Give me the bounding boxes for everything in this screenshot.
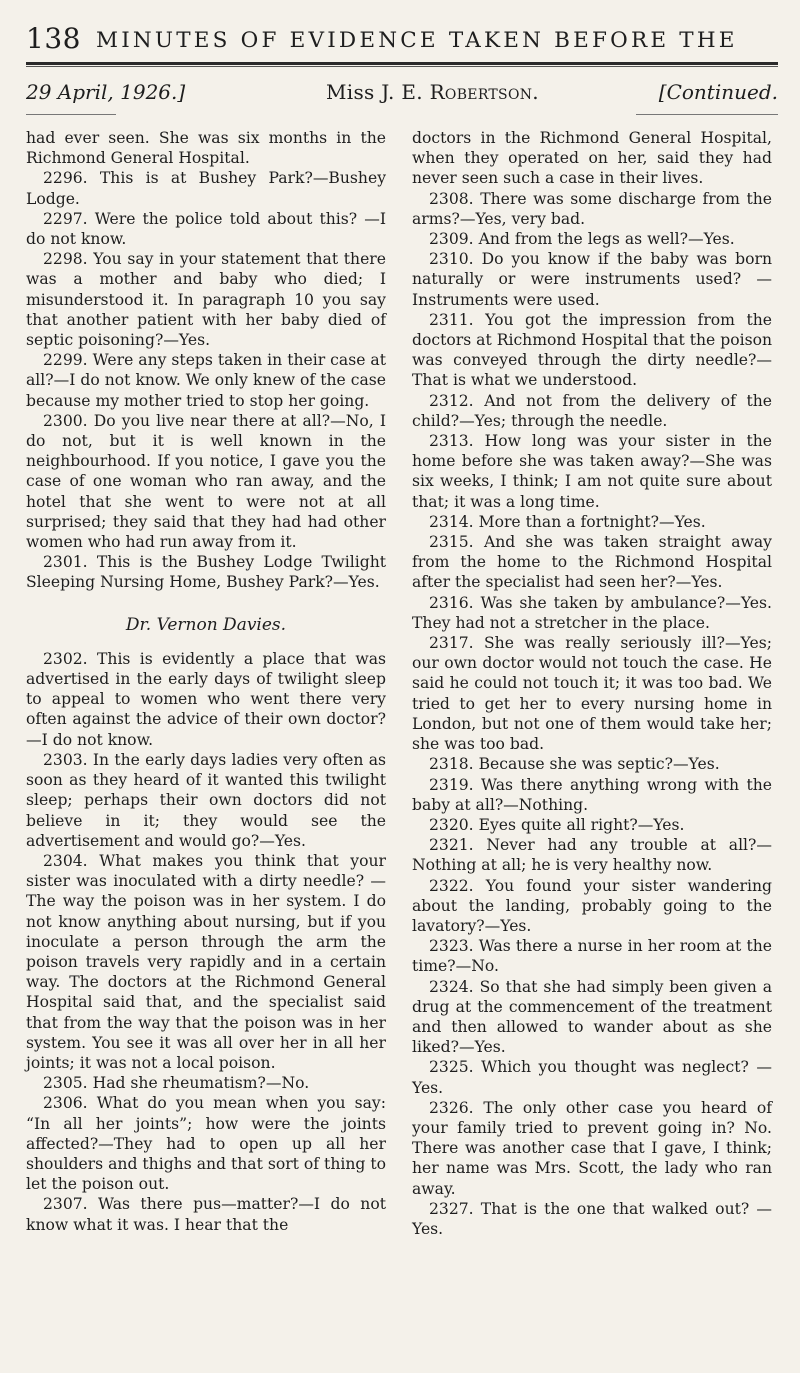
witness-name: [326, 80, 539, 104]
paragraph: 2302. This is evidently a place that was advertised in the early days of twilight sleep to appeal to women who went there very often against the advice of their own doctor?—I do not know.: [26, 649, 386, 749]
paragraph: 2317. She was really seriously ill?—Yes; our own doctor would not touch the case. He said he could not touch it; it was too bad. We tried to get her to every nursing home in London, but not one of them would take her; she was too bad.: [412, 634, 772, 754]
paragraph: 2301. This is the Bushey Lodge Twilight Sleeping Nursing Home, Bushey Park?—Yes.: [26, 553, 386, 592]
witness-prefix: Miss J. E.: [326, 80, 423, 104]
paragraph: 2322. You found your sister wandering about the landing, probably going to the lavatory?—Yes.: [412, 876, 772, 935]
paragraph: doctors in the Richmond General Hospital, when they operated on her, said they had never seen such a case in their lives.: [412, 129, 772, 188]
witness-surname: Robertson.: [429, 80, 539, 104]
header-rule-thick: [26, 62, 778, 65]
paragraph: had ever seen. She was six months in the Richmond General Hospital.: [26, 129, 386, 168]
speaker-heading: Dr. Vernon Davies.: [125, 614, 287, 635]
paragraph: 2316. Was she taken by ambulance?—Yes. They had not a stretcher in the place.: [412, 593, 772, 632]
paragraph: 2314. More than a fortnight?—Yes.: [429, 512, 706, 531]
sitting-date: 29 April, 1926.]: [26, 80, 186, 104]
paragraph: 2298. You say in your statement that there was a mother and baby who died; I misunderstood it. In paragraph 10 you say that another patient with her baby died of septic poisoning?—Yes.: [26, 250, 386, 350]
paragraph: 2323. Was there a nurse in her room at the time?—No.: [412, 937, 772, 976]
right-column: [412, 128, 772, 1239]
document-page: [26, 0, 778, 1373]
sub-header: [26, 80, 778, 110]
paragraph: 2296. This is at Bushey Park?—Bushey Lodge.: [26, 169, 386, 208]
header-rule-thin: [26, 66, 778, 67]
paragraph: 2318. Because she was septic?—Yes.: [429, 755, 720, 774]
paragraph: 2306. What do you mean when you say: “In all her joints”; how were the joints affected?—They had to open up all her shoulders and thighs and that sort of thing to let the poison out.: [26, 1094, 386, 1194]
subheader-rule-right: [636, 114, 778, 115]
paragraph: 2319. Was there anything wrong with the baby at all?—Nothing.: [412, 775, 772, 814]
paragraph: 2326. The only other case you heard of your family tried to prevent going in? No. There was another case that I gave, I think; her name was Mrs. Scott, the lady who ran away.: [412, 1098, 772, 1198]
left-column: [26, 128, 386, 1235]
paragraph: 2305. Had she rheumatism?—No.: [43, 1074, 310, 1093]
paragraph: 2310. Do you know if the baby was born naturally or were instruments used? —Instruments were used.: [412, 250, 772, 309]
paragraph: 2299. Were any steps taken in their case at all?—I do not know. We only knew of the case because my mother tried to stop her going.: [26, 351, 386, 410]
paragraph: 2325. Which you thought was neglect? —Yes.: [412, 1058, 772, 1097]
paragraph: 2321. Never had any trouble at all?—Nothing at all; he is very healthy now.: [412, 836, 772, 875]
paragraph: 2303. In the early days ladies very often as soon as they heard of it wanted this twilight sleep; perhaps their own doctors did not believe in it; they would see the advertisement and would go?—Yes.: [26, 750, 386, 850]
continued-marker: [Continued.: [658, 80, 778, 104]
subheader-rule-left: [26, 114, 116, 115]
paragraph: 2320. Eyes quite all right?—Yes.: [429, 815, 685, 834]
paragraph: 2304. What makes you think that your sister was inoculated with a dirty needle? —The way the poison was in her system. I do not know anything about nursing, but if you inoculate a person through the arm the poison travels very rapidly and in a certain way. The doctors at the Richmond General Hospital said that, and the specialist said that from the way that the poison was in her system. You see it was all over her in all her joints; it was not a local poison.: [26, 851, 386, 1072]
paragraph: 2297. Were the police told about this? —I do not know.: [26, 209, 386, 249]
paragraph: 2300. Do you live near there at all?—No, I do not, but it is well known in the neighbourhood. If you notice, I gave you the case of one woman who ran away, and the hotel that she went to were not at all surprised; they said that they had had other women who had run away from it.: [26, 411, 386, 552]
paragraph: 2313. How long was your sister in the home before she was taken away?—She was six weeks, I think; I am not quite sure about that; it was a long time.: [412, 432, 772, 511]
paragraph: 2324. So that she had simply been given a drug at the commencement of the treatment and then allowed to wander about as she liked?—Yes.: [412, 977, 772, 1057]
paragraph: 2309. And from the legs as well?—Yes.: [429, 230, 735, 249]
paragraph: 2311. You got the impression from the doctors at Richmond Hospital that the poison was conveyed through the dirty needle?—That is what we understood.: [412, 310, 772, 390]
paragraph: 2327. That is the one that walked out? —Yes.: [412, 1199, 772, 1238]
paragraph: 2315. And she was taken straight away from the home to the Richmond Hospital after the specialist had seen her?—Yes.: [412, 533, 772, 592]
paragraph: 2308. There was some discharge from the arms?—Yes, very bad.: [412, 189, 772, 228]
paragraph: 2312. And not from the delivery of the child?—Yes; through the needle.: [412, 391, 772, 430]
page-number: 138: [26, 22, 81, 55]
running-header: [26, 22, 778, 56]
paragraph: 2307. Was there pus—matter?—I do not know what it was. I hear that the: [26, 1195, 386, 1234]
running-title: MINUTES OF EVIDENCE TAKEN BEFORE THE: [96, 28, 738, 53]
